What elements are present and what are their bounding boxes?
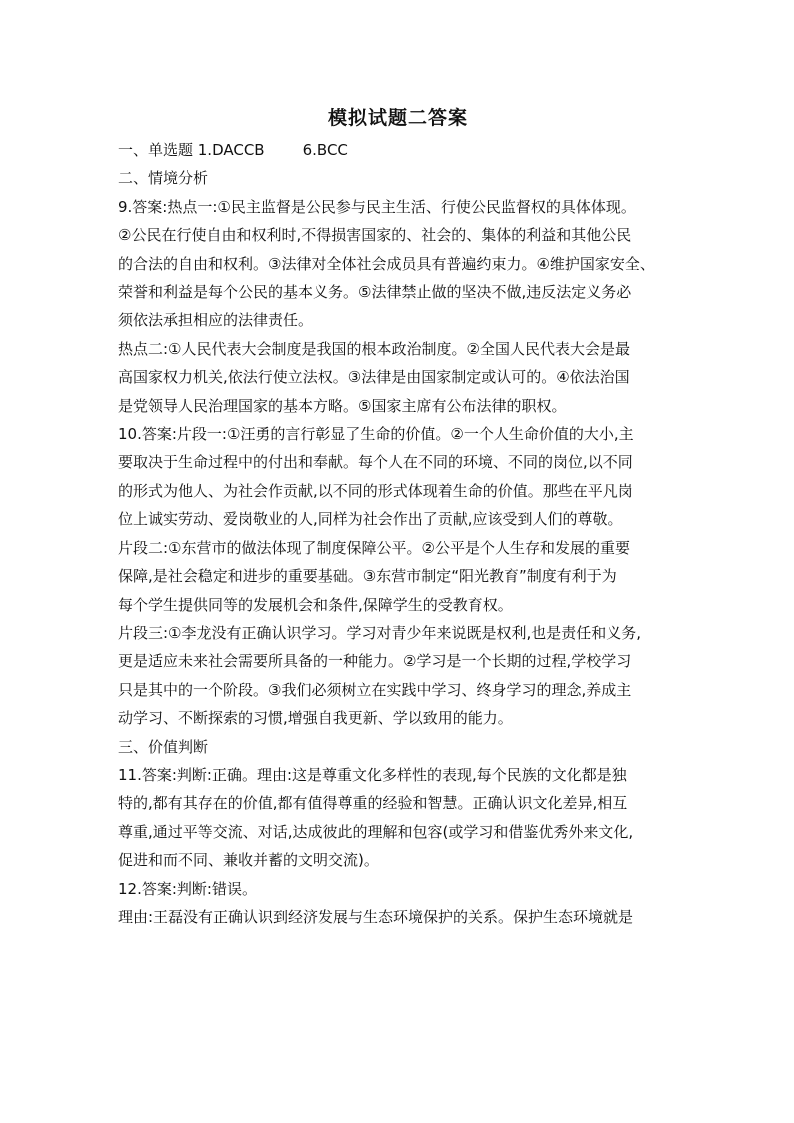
document-title: 模拟试题二答案 [327, 107, 468, 129]
text-line: 更是适应未来社会需要所具备的一种能力。②学习是一个长期的过程,学校学习 [118, 652, 632, 671]
text-line: 的合法的自由和权利。③法律对全体社会成员具有普遍约束力。④维护国家安全、 [118, 254, 655, 273]
text-line: 片段三:①李龙没有正确认识学习。学习对青少年来说既是权利,也是责任和义务, [118, 623, 642, 642]
text-line: 只是其中的一个阶段。③我们必须树立在实践中学习、终身学习的理念,养成主 [118, 680, 632, 699]
text-line: 高国家权力机关,依法行使立法权。③法律是由国家制定或认可的。④依法治国 [118, 368, 630, 387]
text-line: 热点二:①人民代表大会制度是我国的根本政治制度。②全国人民代表大会是最 [118, 339, 630, 358]
text-line: 二、情境分析 [118, 169, 209, 188]
text-line: 荣誉和利益是每个公民的基本义务。⑤法律禁止做的坚决不做,违反法定义务必 [118, 283, 632, 302]
mc-answers-part1: 一、单选题 1.DACCB [118, 141, 265, 159]
text-line: 促进和而不同、兼收并蓄的文明交流)。 [118, 851, 379, 870]
text-line: 保障,是社会稳定和进步的重要基础。③东营市制定“阳光教育”制度有利于为 [118, 567, 617, 586]
text-line: 11.答案:判断:正确。理由:这是尊重文化多样性的表现,每个民族的文化都是独 [118, 765, 627, 784]
text-line: ②公民在行使自由和权利时,不得损害国家的、社会的、集体的利益和其他公民 [118, 226, 632, 245]
mc-answers-part2: 6.BCC [302, 141, 348, 159]
text-line: 的形式为他人、为社会作贡献,以不同的形式体现着生命的价值。那些在平凡岗 [118, 481, 633, 500]
text-line: 12.答案:判断:错误。 [118, 879, 257, 898]
text-line: 9.答案:热点一:①民主监督是公民参与民主生活、行使公民监督权的具体体现。 [118, 197, 636, 216]
text-line: 三、价值判断 [118, 737, 209, 756]
text-line: 要取决于生命过程中的付出和奉献。每个人在不同的环境、不同的岗位,以不同 [118, 453, 633, 472]
text-line: 是党领导人民治理国家的基本方略。⑤国家主席有公布法律的职权。 [118, 396, 567, 415]
text-line: 位上诚实劳动、爱岗敬业的人,同样为社会作出了贡献,应该受到人们的尊敬。 [118, 510, 623, 529]
document-body [118, 104, 678, 931]
multiple-choice-answers [118, 136, 678, 164]
text-line: 片段二:①东营市的做法体现了制度保障公平。②公平是个人生存和发展的重要 [118, 538, 630, 557]
text-line: 10.答案:片段一:①汪勇的言行彰显了生命的价值。②一个人生命价值的大小,主 [118, 425, 634, 444]
text-line: 特的,都有其存在的价值,都有值得尊重的经验和智慧。正确认识文化差异,相互 [118, 794, 628, 813]
text-line: 尊重,通过平等交流、对话,达成彼此的理解和包容(或学习和借鉴优秀外来文化, [118, 822, 634, 841]
text-line: 动学习、不断探索的习惯,增强自我更新、学以致用的能力。 [118, 709, 513, 728]
text-line: 每个学生提供同等的发展机会和条件,保障学生的受教育权。 [118, 595, 513, 614]
text-line: 理由:王磊没有正确认识到经济发展与生态环境保护的关系。保护生态环境就是 [118, 907, 634, 926]
text-line: 须依法承担相应的法律责任。 [118, 311, 314, 330]
